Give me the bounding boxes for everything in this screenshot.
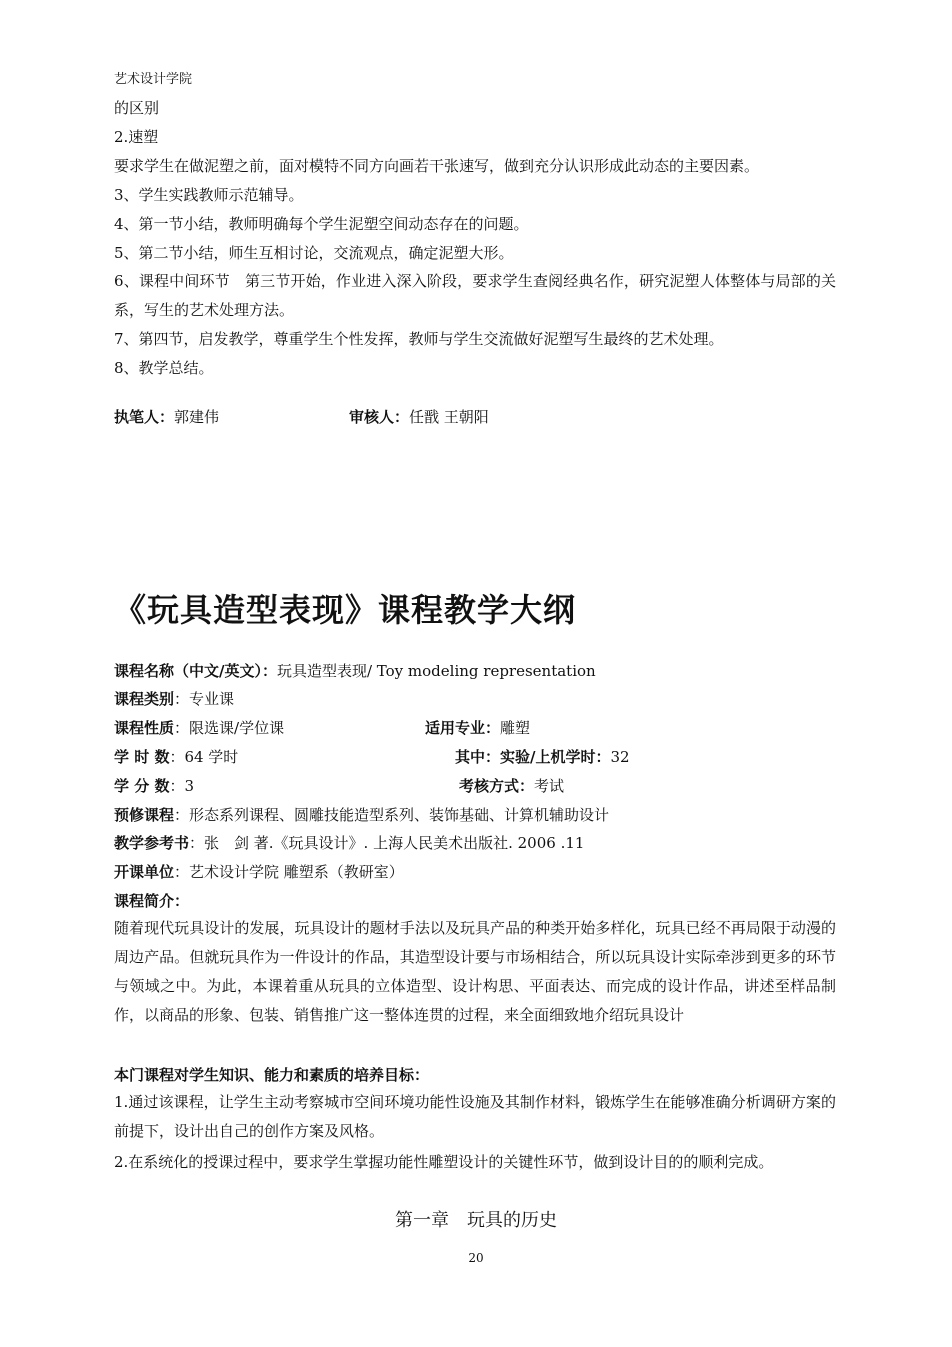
hours-value: ：64 学时 — [169, 748, 239, 766]
nature-label: 课程性质 — [114, 719, 175, 737]
intro-paragraph: 随着现代玩具设计的发展，玩具设计的题材手法以及玩具产品的种类开始多样化，玩具已经不再局限于动漫的周边产品。但就玩具作为一件设计的作品，其造型设计要与市场相结合，所以玩具设计实际牵涉到更多的环节与领域之中。为此，本课着重从玩具的立体造型、设计构思、平面表达、而完成的设计作品，讲述至样品制作，以商品的形象、包装、销售推广这一整体连贯的过程，来全面细致地介绍玩具设计 — [114, 919, 836, 1024]
writer-label: 执笔人： — [114, 408, 175, 426]
text-line: 要求学生在做泥塑之前，面对模特不同方向画若干张速写，做到充分认识形成此动态的主要因素。 — [114, 157, 760, 175]
offering-department — [114, 863, 404, 881]
text-line: 5、第二节小结，师生互相讨论，交流观点，确定泥塑大形。 — [114, 244, 514, 262]
text-line: 的区别 — [114, 99, 160, 117]
text-line: 8、教学总结。 — [114, 359, 214, 377]
reference-value: ：张 剑 著.《玩具设计》. 上海人民美术出版社. 2006 .11 — [189, 834, 585, 852]
category-value: ：专业课 — [174, 690, 235, 708]
course-name — [114, 662, 596, 680]
dept-label: 开课单位 — [114, 863, 175, 881]
credits-value: ：3 — [169, 777, 194, 795]
text-line: 4、第一节小结，教师明确每个学生泥塑空间动态存在的问题。 — [114, 215, 529, 233]
course-hours — [114, 748, 238, 766]
writer-value: 郭建伟 — [174, 408, 220, 426]
goal-1: 1.通过该课程，让学生主动考察城市空间环境功能性设施及其制作材料，锻炼学生在能够准确分析调研方案的前提下，设计出自己的创作方案及风格。 — [114, 1093, 836, 1140]
text-paragraph: 6、课程中间环节 第三节开始，作业进入深入阶段，要求学生查阅经典名作，研究泥塑人体整体与局部的关系，写生的艺术处理方法。 — [114, 272, 836, 319]
intro-heading: 课程简介： — [114, 892, 190, 910]
prerequisite-courses — [114, 806, 609, 824]
course-category — [114, 690, 234, 708]
exam-value: 考试 — [534, 777, 565, 795]
major-label: 适用专业： — [425, 719, 501, 737]
text-line: 3、学生实践教师示范辅导。 — [114, 186, 304, 204]
hours-label: 学 时 数 — [114, 748, 170, 766]
course-name-label: 课程名称（中文/英文）： — [114, 662, 277, 680]
reviewer-value: 任戬 王朝阳 — [409, 408, 489, 426]
nature-value: ：限选课/学位课 — [174, 719, 285, 737]
lab-value: 32 — [610, 748, 630, 766]
text-line: 2.速塑 — [114, 128, 159, 146]
chapter-heading: 第一章 玩具的历史 — [395, 1210, 557, 1231]
reference-book — [114, 834, 584, 852]
applicable-major — [425, 719, 530, 737]
course-nature — [114, 719, 284, 737]
lab-hours — [455, 748, 630, 766]
credits-label: 学 分 数 — [114, 777, 170, 795]
writer-signature — [114, 408, 219, 426]
prereq-label: 预修课程 — [114, 806, 175, 824]
prereq-value: ：形态系列课程、圆雕技能造型系列、装饰基础、计算机辅助设计 — [174, 806, 610, 824]
major-value: 雕塑 — [500, 719, 531, 737]
exam-method — [459, 777, 564, 795]
text-line: 7、第四节，启发教学，尊重学生个性发挥，教师与学生交流做好泥塑写生最终的艺术处理。 — [114, 330, 724, 348]
reviewer-label: 审核人： — [349, 408, 410, 426]
lab-label: 其中：实验/上机学时： — [455, 748, 611, 766]
dept-value: ：艺术设计学院 雕塑系（教研室） — [174, 863, 404, 881]
course-credits — [114, 777, 194, 795]
category-label: 课程类别 — [114, 690, 175, 708]
page-header: 艺术设计学院 — [114, 72, 193, 87]
goal-2: 2.在系统化的授课过程中，要求学生掌握功能性雕塑设计的关键性环节，做到设计目的的顺利完成。 — [114, 1153, 774, 1171]
course-name-value: 玩具造型表现/ Toy modeling representation — [276, 662, 596, 680]
goals-heading: 本门课程对学生知识、能力和素质的培养目标： — [114, 1066, 430, 1084]
page-number: 20 — [468, 1251, 484, 1265]
reference-label: 教学参考书 — [114, 834, 190, 852]
syllabus-title: 《玩具造型表现》课程教学大纲 — [114, 591, 577, 629]
exam-label: 考核方式： — [459, 777, 535, 795]
reviewer-signature — [349, 408, 489, 426]
